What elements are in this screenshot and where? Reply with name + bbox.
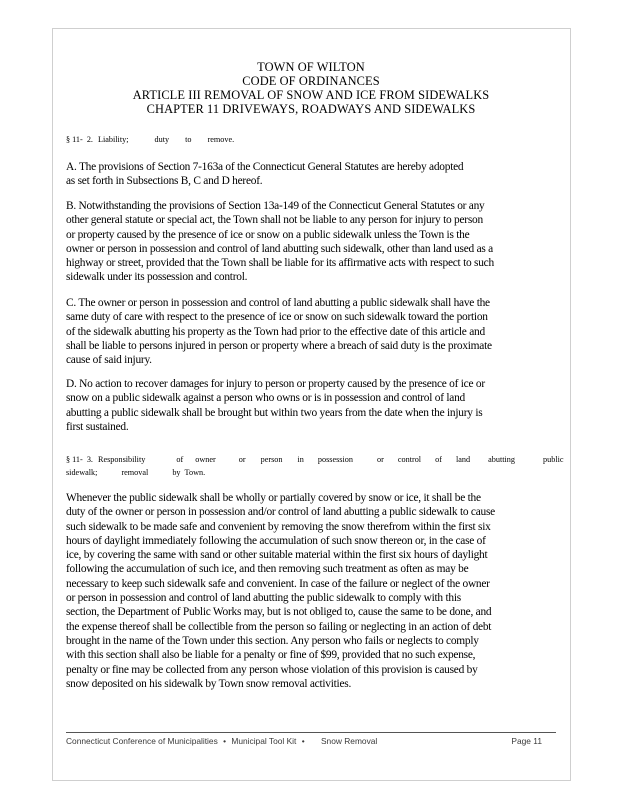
paragraph-e (66, 491, 548, 691)
paragraph-line: following the accumulation of such ice, and then removing such treatment as often as may be (66, 563, 469, 576)
section-subnumber: 2. (86, 135, 93, 144)
paragraph-line: A. The provisions of Section 7-163a of the Connecticut General Statutes are hereby adopted (66, 161, 464, 173)
section-title-word: Town. (184, 468, 206, 477)
header-town: TOWN OF WILTON (257, 60, 365, 74)
paragraph-line: highway or street, provided that the Town shall be liable for its affirmative acts with respect to such (66, 257, 494, 270)
header-code: CODE OF ORDINANCES (242, 74, 380, 88)
section-title-word: of (435, 455, 442, 464)
section-title-word: control (397, 455, 422, 464)
paragraph-line: shall be liable to persons injured in person or property where a breach of said duty is the proximate (66, 339, 492, 352)
paragraph-line: or person in possession and control of land abutting the public sidewalk to comply with this (66, 592, 461, 605)
paragraph-line: the expense thereof shall be collectible from the person so failing or neglecting in an action of debt (66, 620, 492, 633)
paragraph-line: other general statute or special act, the Town shall not be liable to any person for injury to person (66, 214, 483, 227)
paragraph-line: snow deposited on his sidewalk by Town snow removal activities. (66, 677, 352, 690)
paragraph-line: cause of said injury. (66, 354, 152, 367)
paragraph-line: or property caused by the presence of ice or snow on a public sidewalk unless the Town is the (66, 228, 470, 241)
paragraph-line: same duty of care with respect to the presence of ice or snow on such sidewalk toward the portion (66, 311, 488, 324)
paragraph-line: first sustained. (66, 420, 129, 433)
paragraph-c (66, 296, 548, 367)
footer-page-number: Page 11 (511, 736, 542, 746)
page-footer (66, 736, 556, 750)
section-number: § 11- (66, 135, 83, 144)
paragraph-line: B. Notwithstanding the provisions of Section 13a-149 of the Connecticut General Statutes or any (66, 200, 485, 212)
section-title-word: in (297, 455, 304, 464)
paragraph-b (66, 199, 548, 285)
paragraph-a (66, 160, 548, 189)
paragraph-line: such sidewalk to be made safe and convenient by removing the snow therefrom within the first six (66, 520, 491, 533)
section-title-word: abutting (488, 455, 515, 464)
paragraph-line: with this section shall also be liable for a penalty or fine of $99, provided that no such expense, (66, 649, 476, 662)
paragraph-line: owner or person in possession and control of land abutting such sidewalk, other than land used as a (66, 242, 493, 255)
section-title-word: sidewalk; (66, 468, 98, 477)
paragraph-line: penalty or fine may be collected from any person whose violation of this provision is caused by (66, 663, 478, 676)
paragraph-line: sidewalk under its possession and control. (66, 271, 248, 284)
footer-org: Connecticut Conference of Municipalities (66, 736, 218, 746)
section-title-word: of (176, 455, 184, 464)
footer-rule (66, 732, 556, 733)
paragraph-line: snow on a public sidewalk against a person who owns or is in possession and control of land (66, 392, 465, 405)
section-title-word: or (238, 455, 246, 464)
section-title-word: owner (195, 455, 216, 464)
section-title-word: or (377, 455, 384, 464)
section-title-word: to (185, 135, 192, 144)
header-chapter: CHAPTER 11 DRIVEWAYS, ROADWAYS AND SIDEWALKS (146, 102, 476, 116)
section-title-word: land (456, 455, 471, 464)
paragraph-line: duty of the owner or person in possession and/or control of land abutting a public sidewalk to cause (66, 506, 495, 519)
document-header (66, 60, 556, 116)
paragraph-line: as set forth in Subsections B, C and D hereof. (66, 175, 263, 188)
footer-bullet: • (301, 736, 305, 746)
footer-left (66, 736, 377, 746)
section-heading-11-2 (66, 134, 234, 145)
section-title-word: duty (154, 135, 170, 144)
footer-topic: Snow Removal (320, 736, 378, 746)
section-heading-11-3 (66, 454, 564, 465)
section-title: Liability; (98, 135, 129, 144)
paragraph-d (66, 377, 548, 434)
header-article: ARTICLE III REMOVAL OF SNOW AND ICE FROM SIDEWALKS (132, 88, 490, 102)
paragraph-line: hours of daylight immediately following the accumulation of such snow thereon or, in the case of (66, 534, 486, 547)
paragraph-line: of the sidewalk abutting his property as the Town had prior to the effective date of this article and (66, 325, 485, 338)
section-title-word: possession (317, 455, 353, 464)
section-title-word: public (543, 455, 564, 464)
section-number: § 11- (66, 455, 83, 464)
footer-bullet: • (223, 736, 227, 746)
footer-kit: Municipal Tool Kit (231, 736, 297, 746)
section-heading-11-3-line2 (66, 467, 205, 478)
paragraph-line: C. The owner or person in possession and control of land abutting a public sidewalk shall have the (66, 297, 490, 309)
section-title-word: remove. (207, 135, 235, 144)
section-subnumber: 3. (86, 455, 93, 464)
paragraph-line: D. No action to recover damages for injury to person or property caused by the presence of ice or (66, 378, 485, 390)
section-title-word: Responsibility (98, 455, 146, 464)
paragraph-line: ice, by covering the same with sand or other suitable material within the first six hours of daylight (66, 549, 488, 562)
paragraph-line: abutting a public sidewalk shall be brought but within two years from the date when the injury is (66, 406, 483, 419)
paragraph-line: Whenever the public sidewalk shall be wholly or partially covered by snow or ice, it shall be the (66, 492, 481, 504)
section-title-word: removal (121, 468, 149, 477)
section-title-word: by (172, 468, 181, 477)
paragraph-line: section, the Department of Public Works may, but is not obliged to, cause the same to be done, and (66, 606, 492, 619)
paragraph-line: necessary to keep such sidewalk safe and convenient. In case of the failure or neglect of the owner (66, 577, 490, 590)
paragraph-line: brought in the name of the Town under this section. Any person who fails or neglects to comply (66, 634, 479, 647)
section-title-word: person (260, 455, 283, 464)
